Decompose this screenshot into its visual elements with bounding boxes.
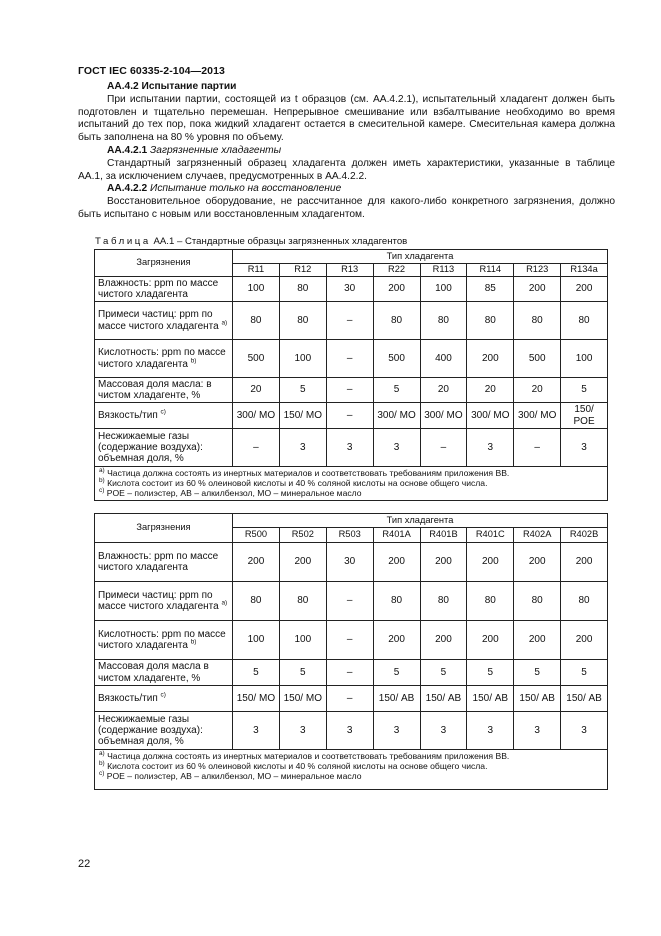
page-number: 22 <box>78 858 91 870</box>
row-label: Вязкость/тип <box>98 409 158 421</box>
row-label-cell <box>95 403 233 429</box>
value-cell: 200 <box>373 621 420 660</box>
row-label-cell <box>95 340 233 378</box>
value-cell: 5 <box>561 660 608 686</box>
footnote-mark: a) <box>99 750 105 758</box>
value-cell: 200 <box>420 543 467 582</box>
type-cell: R401C <box>467 528 514 543</box>
value-cell: 200 <box>561 621 608 660</box>
document-header: ГОСТ IEC 60335-2-104—2013 <box>78 65 225 77</box>
value-cell: 20 <box>233 378 280 403</box>
value-cell: – <box>420 429 467 467</box>
contaminants-column-header: Загрязнения <box>95 250 233 277</box>
value-cell: 80 <box>233 302 280 340</box>
value-cell: 200 <box>279 543 326 582</box>
type-cell: R402B <box>561 528 608 543</box>
value-cell: 200 <box>373 543 420 582</box>
row-label: Вязкость/тип <box>98 692 158 704</box>
footnote-text: Кислота состоит из 60 % олеиновой кислоты и 40 % соляной кислоты на основе общего числа. <box>107 477 488 488</box>
row-label: Кислотность: ppm по массе чистого хладагента <box>98 347 226 370</box>
body-text <box>78 81 615 222</box>
type-cell: R502 <box>279 528 326 543</box>
table-row <box>95 277 608 302</box>
value-cell: 200 <box>561 543 608 582</box>
footnotes-row <box>95 750 608 790</box>
value-cell: 20 <box>514 378 561 403</box>
value-cell: 3 <box>373 712 420 750</box>
value-cell: 200 <box>514 277 561 302</box>
table-caption-text: АА.1 – Стандартные образцы загрязненных хладагентов <box>153 236 408 247</box>
section-heading-aa-4-2-1 <box>78 145 615 158</box>
value-cell: 200 <box>233 543 280 582</box>
value-cell: 5 <box>467 660 514 686</box>
section-heading-aa-4-2-2 <box>78 183 615 196</box>
value-cell: 200 <box>514 543 561 582</box>
value-cell: 3 <box>326 712 373 750</box>
value-cell: – <box>326 660 373 686</box>
type-cell: R401A <box>373 528 420 543</box>
value-cell: 200 <box>420 621 467 660</box>
value-cell: 20 <box>420 378 467 403</box>
refrigerant-table-2 <box>94 513 608 790</box>
refrigerant-type-header: Тип хладагента <box>233 250 608 264</box>
value-cell: 500 <box>233 340 280 378</box>
value-cell: 300/ МО <box>514 403 561 429</box>
section-body-aa-4-2-2: Восстановительное оборудование, не рассчитанное для какого-либо конкретного загрязнения, должно быть испытано с новым или восстановленным хладагентом. <box>78 196 615 220</box>
table-row <box>95 543 608 582</box>
section-body-aa-4-2-1: Стандартный загрязненный образец хладагента должен иметь характеристики, указанные в таблице АА.1, за исключением случаев, предусмотренных в АА.4.2.2. <box>78 157 615 182</box>
type-cell: R12 <box>279 264 326 277</box>
section-number: АА.4.2.2 <box>107 183 148 195</box>
row-label: Примеси частиц: ppm по массе чистого хладагента <box>98 589 219 612</box>
value-cell: 200 <box>467 340 514 378</box>
value-cell: 300/ МО <box>373 403 420 429</box>
value-cell: 30 <box>326 543 373 582</box>
value-cell: 80 <box>467 302 514 340</box>
value-cell: 80 <box>373 302 420 340</box>
table-footnotes <box>95 750 608 790</box>
type-cell: R114 <box>467 264 514 277</box>
footnote-mark: a) <box>99 467 105 475</box>
value-cell: – <box>326 582 373 621</box>
type-cell: R123 <box>514 264 561 277</box>
row-label: Влажность: ppm по массе чистого хладагента <box>95 277 233 302</box>
value-cell: 5 <box>420 660 467 686</box>
table-row <box>95 378 608 403</box>
value-cell: 100 <box>279 340 326 378</box>
value-cell: – <box>326 621 373 660</box>
value-cell: 20 <box>467 378 514 403</box>
footnote-mark: b) <box>99 476 105 484</box>
type-cell: R134a <box>561 264 608 277</box>
value-cell: 80 <box>561 582 608 621</box>
table-row <box>95 686 608 712</box>
value-cell: 5 <box>279 378 326 403</box>
value-cell: 80 <box>420 302 467 340</box>
value-cell: 5 <box>514 660 561 686</box>
value-cell: 80 <box>514 302 561 340</box>
footnote-mark: b) <box>99 759 105 767</box>
value-cell: 300/ МО <box>467 403 514 429</box>
value-cell: 30 <box>326 277 373 302</box>
value-cell: 150/ МО <box>279 403 326 429</box>
value-cell: 3 <box>514 712 561 750</box>
value-cell: 150/ АВ <box>420 686 467 712</box>
section-number: АА.4.2.1 <box>107 144 148 156</box>
table-row <box>95 660 608 686</box>
value-cell: 150/ АВ <box>373 686 420 712</box>
row-label: Кислотность: ppm по массе чистого хладагента <box>98 628 226 651</box>
value-cell: 3 <box>561 429 608 467</box>
value-cell: 80 <box>233 582 280 621</box>
value-cell: 100 <box>233 621 280 660</box>
value-cell: – <box>326 378 373 403</box>
table-row <box>95 340 608 378</box>
value-cell: 5 <box>233 660 280 686</box>
table-caption-label: Таблица <box>95 236 151 247</box>
value-cell: 80 <box>420 582 467 621</box>
value-cell: 80 <box>561 302 608 340</box>
type-cell: R13 <box>326 264 373 277</box>
value-cell: 85 <box>467 277 514 302</box>
value-cell: 80 <box>279 277 326 302</box>
table-row <box>95 403 608 429</box>
value-cell: – <box>326 403 373 429</box>
value-cell: 80 <box>514 582 561 621</box>
value-cell: 80 <box>373 582 420 621</box>
value-cell: – <box>326 340 373 378</box>
value-cell: – <box>233 429 280 467</box>
value-cell: 5 <box>373 378 420 403</box>
value-cell: 3 <box>561 712 608 750</box>
type-cell: R402A <box>514 528 561 543</box>
value-cell: 3 <box>467 429 514 467</box>
value-cell: 300/ МО <box>420 403 467 429</box>
value-cell: 150/ АВ <box>514 686 561 712</box>
row-label-cell <box>95 686 233 712</box>
footnote-mark: a) <box>221 599 228 607</box>
section-subtitle: Загрязненные хладагенты <box>150 144 282 156</box>
value-cell: 150/ АВ <box>561 686 608 712</box>
footnote <box>99 486 603 499</box>
value-cell: 5 <box>561 378 608 403</box>
type-cell: R503 <box>326 528 373 543</box>
value-cell: 200 <box>373 277 420 302</box>
value-cell: – <box>326 686 373 712</box>
refrigerant-table-1 <box>94 249 608 501</box>
value-cell: 200 <box>467 543 514 582</box>
footnote-mark: c) <box>99 769 105 777</box>
table-row <box>95 712 608 750</box>
value-cell: 80 <box>279 302 326 340</box>
value-cell: 3 <box>420 712 467 750</box>
footnote-text: POE – полиэстер, АВ – алкилбензол, МО – минеральное масло <box>106 487 362 498</box>
value-cell: 100 <box>233 277 280 302</box>
footnote-text: Частица должна состоять из инертных материалов и соответствовать требованиям приложения ВВ. <box>107 468 510 478</box>
table-row <box>95 429 608 467</box>
footnote-text: Кислота состоит из 60 % олеиновой кислоты и 40 % соляной кислоты на основе общего числа. <box>107 760 488 771</box>
value-cell: 3 <box>233 712 280 750</box>
footnote-text: Частица должна состоять из инертных материалов и соответствовать требованиям приложения ВВ. <box>107 751 510 761</box>
value-cell: 80 <box>467 582 514 621</box>
value-cell: 80 <box>279 582 326 621</box>
type-cell: R401B <box>420 528 467 543</box>
row-label-cell <box>95 302 233 340</box>
row-label: Массовая доля масла: в чистом хладагенте, % <box>95 378 233 403</box>
footnote-mark: c) <box>160 408 166 416</box>
refrigerant-type-header: Тип хладагента <box>233 514 608 528</box>
footnote-mark: a) <box>221 319 228 327</box>
value-cell: 200 <box>561 277 608 302</box>
value-cell: 3 <box>326 429 373 467</box>
value-cell: 500 <box>514 340 561 378</box>
section-body-aa-4-2: При испытании партии, состоящей из t образцов (см. АА.4.2.1), испытательный хладагент должен быть подготовлен и тщательно перемешан. Непрерывное смешивание или взбалтывание необходимо во время испытаний до тех пор, пока жидкий хладагент остается в смесительной камере. Смесительная камера должна быть заполнена на 80 % уровня по объему. <box>78 93 615 144</box>
row-label: Примеси частиц: ppm по массе чистого хладагента <box>98 309 219 332</box>
footnote <box>99 769 603 782</box>
section-subtitle: Испытание только на восстановление <box>150 183 342 195</box>
value-cell: 100 <box>561 340 608 378</box>
value-cell: – <box>514 429 561 467</box>
row-label-cell <box>95 582 233 621</box>
type-cell: R22 <box>373 264 420 277</box>
value-cell: 5 <box>373 660 420 686</box>
value-cell: 150/ POE <box>561 403 608 429</box>
type-cell: R11 <box>233 264 280 277</box>
type-cell: R113 <box>420 264 467 277</box>
type-cell: R500 <box>233 528 280 543</box>
value-cell: – <box>326 302 373 340</box>
footnote-text: POE – полиэстер, АВ – алкилбензол, МО – минеральное масло <box>106 770 362 781</box>
value-cell: 500 <box>373 340 420 378</box>
table-footnotes <box>95 467 608 501</box>
row-label: Влажность: ppm по массе чистого хладагента <box>95 543 233 582</box>
footnote-mark: c) <box>160 691 166 699</box>
row-label: Несжижаемые газы (содержание воздуха): объемная доля, % <box>95 712 233 750</box>
value-cell: 3 <box>279 429 326 467</box>
value-cell: 100 <box>279 621 326 660</box>
footnote-mark: c) <box>99 486 105 494</box>
value-cell: 100 <box>420 277 467 302</box>
table-caption <box>95 236 407 247</box>
value-cell: 3 <box>373 429 420 467</box>
value-cell: 400 <box>420 340 467 378</box>
value-cell: 200 <box>467 621 514 660</box>
footnotes-row <box>95 467 608 501</box>
table-row <box>95 302 608 340</box>
row-label-cell <box>95 621 233 660</box>
section-title-aa-4-2: АА.4.2 Испытание партии <box>107 81 237 92</box>
value-cell: 3 <box>279 712 326 750</box>
value-cell: 200 <box>514 621 561 660</box>
value-cell: 150/ МО <box>233 686 280 712</box>
footnote-mark: b) <box>190 357 197 365</box>
value-cell: 300/ МО <box>233 403 280 429</box>
value-cell: 5 <box>279 660 326 686</box>
value-cell: 150/ АВ <box>467 686 514 712</box>
contaminants-column-header: Загрязнения <box>95 514 233 543</box>
table-row <box>95 621 608 660</box>
row-label: Несжижаемые газы (содержание воздуха): объемная доля, % <box>95 429 233 467</box>
footnote-mark: b) <box>190 638 197 646</box>
value-cell: 3 <box>467 712 514 750</box>
table-row <box>95 582 608 621</box>
row-label: Массовая доля масла в чистом хладагенте, % <box>95 660 233 686</box>
value-cell: 150/ МО <box>279 686 326 712</box>
